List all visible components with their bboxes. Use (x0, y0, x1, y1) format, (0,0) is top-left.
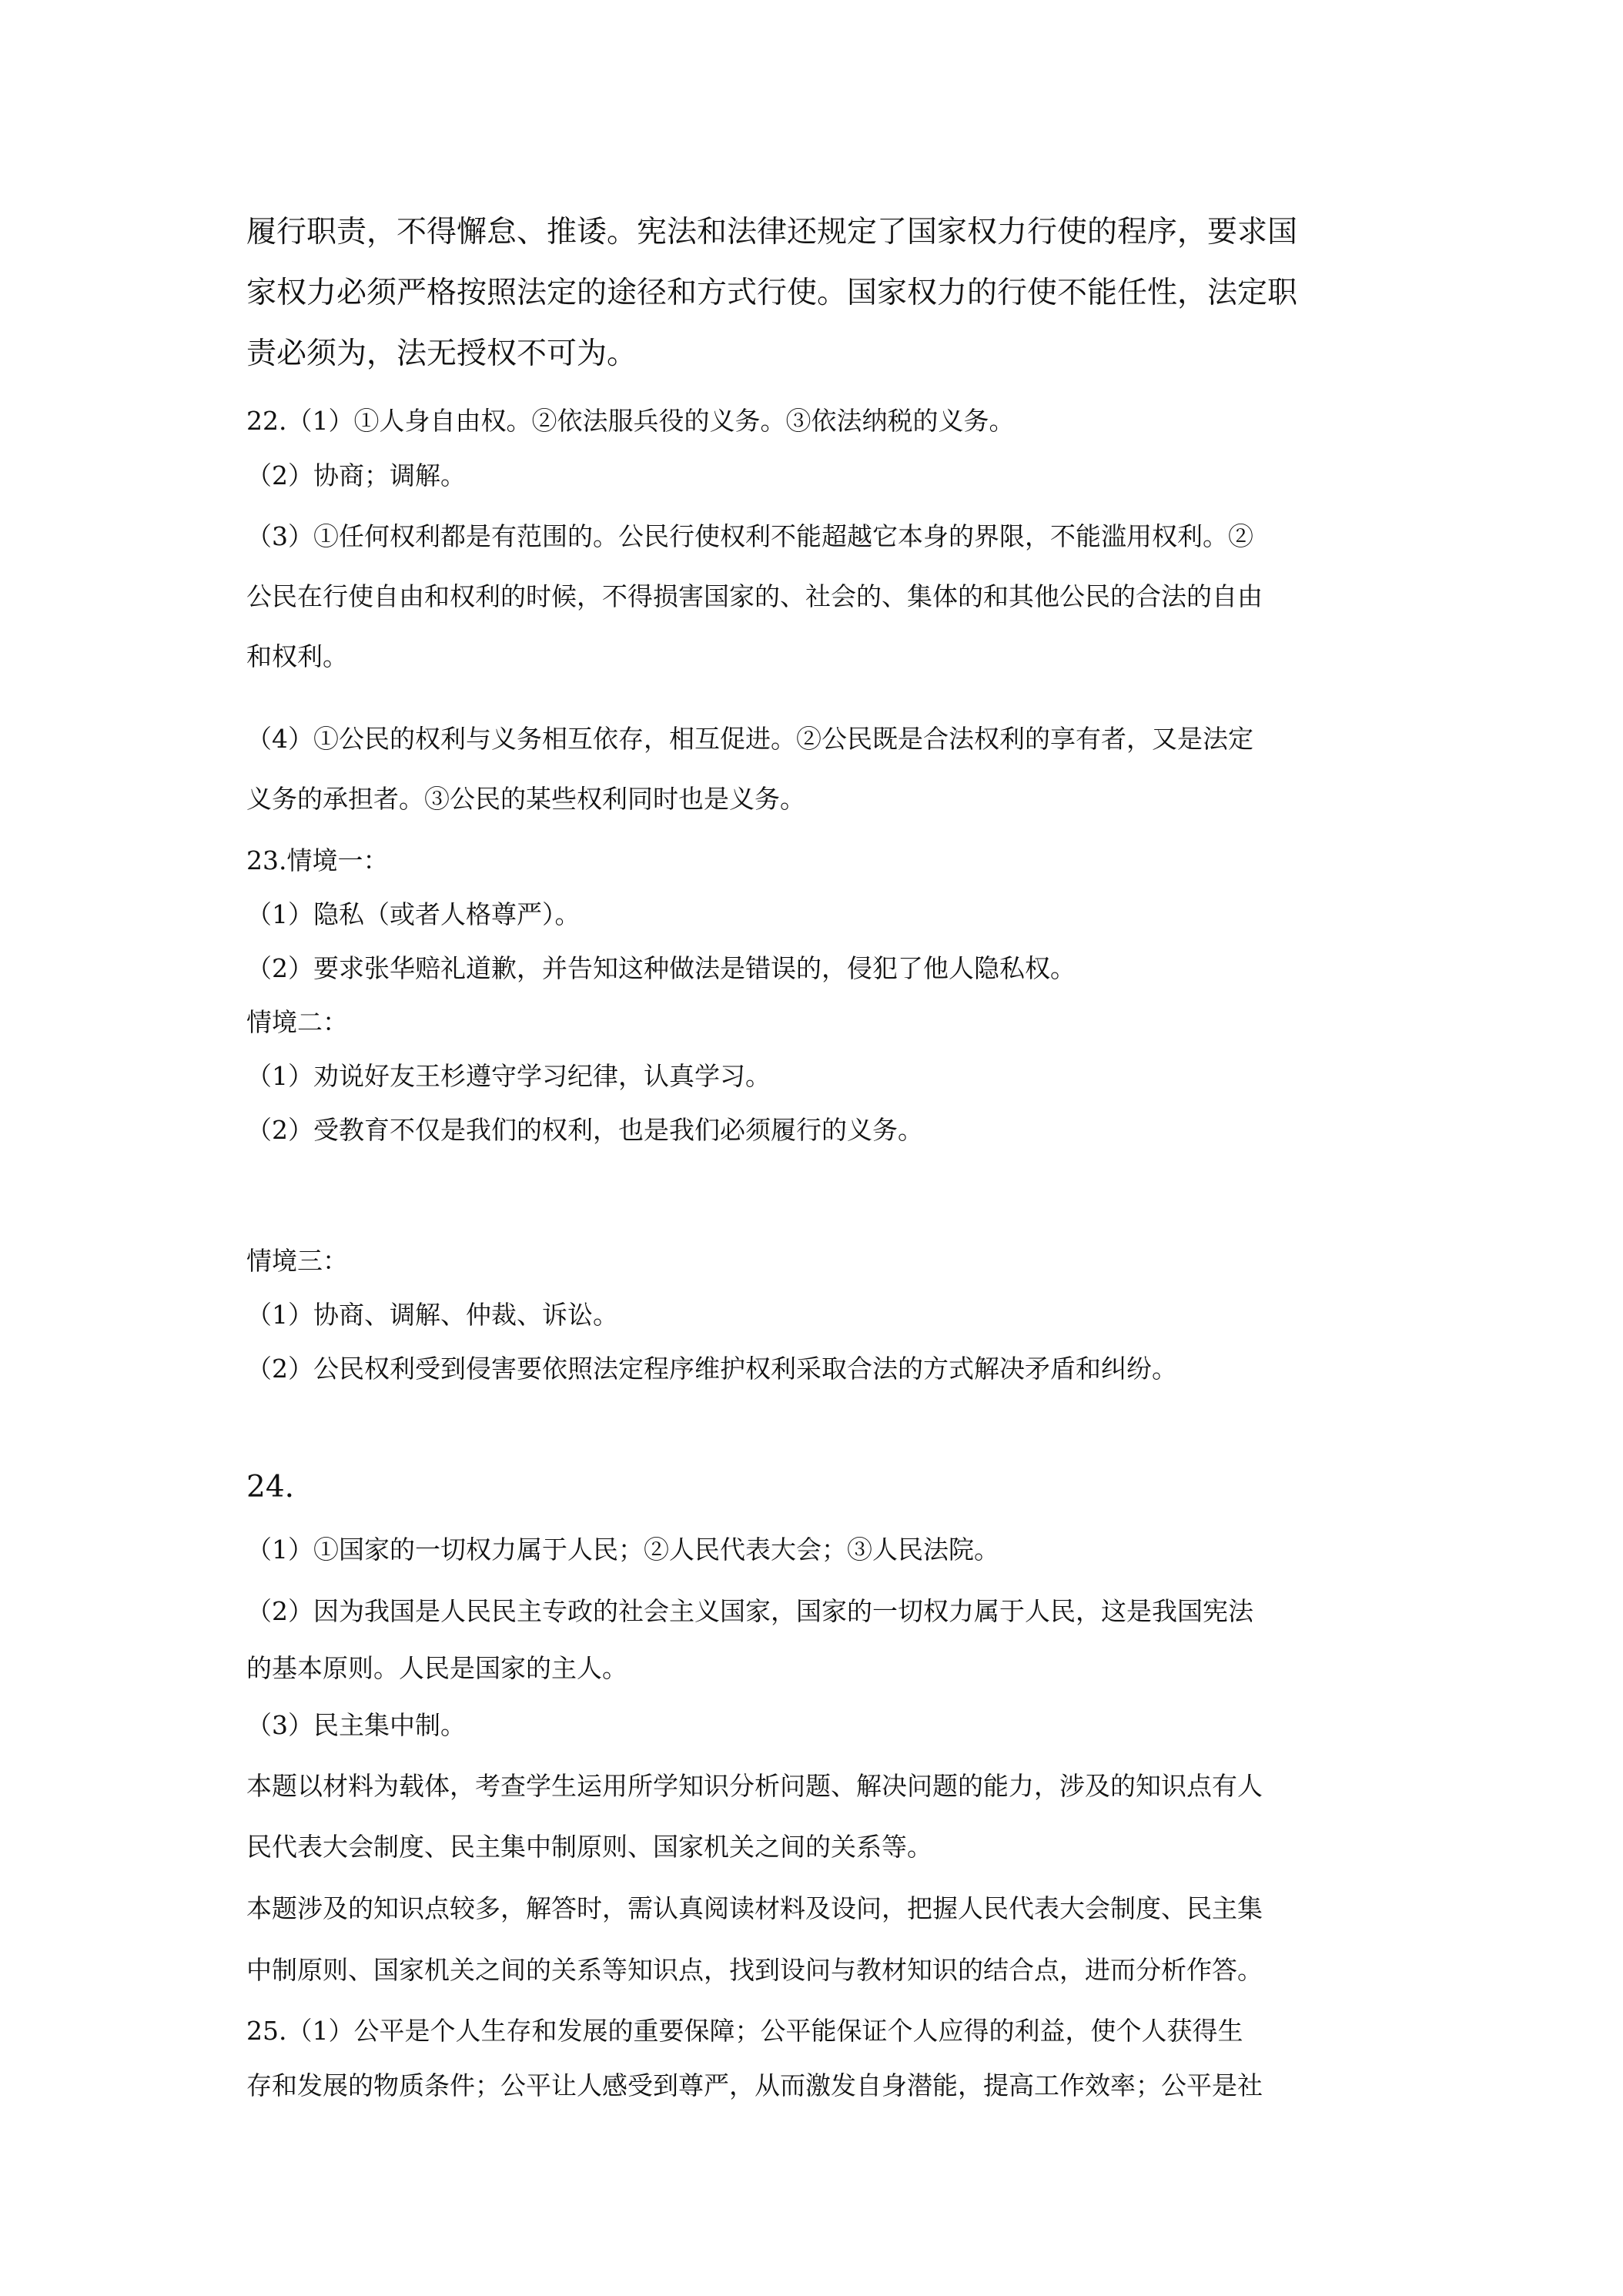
text-line: （1）①国家的一切权力属于人民；②人民代表大会；③人民法院。 (246, 1535, 999, 1565)
text-line: （2）要求张华赔礼道歉，并告知这种做法是错误的，侵犯了他人隐私权。 (246, 953, 1076, 983)
answer-25-part-1: 25.（1）公平是个人生存和发展的重要保障；公平能保证个人应得的利益，使个人获得生 (246, 2016, 1243, 2046)
text-line: 履行职责，不得懈怠、推诿。宪法和法律还规定了国家权力行使的程序，要求国 (246, 215, 1298, 249)
text-line: 责必须为，法无授权不可为。 (246, 336, 637, 371)
text-line: （1）隐私（或者人格尊严）。 (246, 899, 581, 929)
commentary-line: 本题涉及的知识点较多，解答时，需认真阅读材料及设问，把握人民代表大会制度、民主集 (246, 1893, 1263, 1923)
text-line: 的基本原则。人民是国家的主人。 (246, 1653, 627, 1683)
scenario-two-heading: 情境二： (246, 1007, 348, 1037)
text-line: 家权力必须严格按照法定的途径和方式行使。国家权力的行使不能任性，法定职 (246, 276, 1298, 310)
text-line: 义务的承担者。③公民的某些权利同时也是义务。 (246, 784, 805, 814)
text-line: （2）因为我国是人民民主专政的社会主义国家，国家的一切权力属于人民，这是我国宪法 (246, 1596, 1253, 1626)
answer-22-part-4: （4）①公民的权利与义务相互依存，相互促进。②公民既是合法权利的享有者，又是法定 (246, 724, 1253, 754)
text-line: 和权利。 (246, 641, 348, 671)
analysis-line: 本题以材料为载体，考查学生运用所学知识分析问题、解决问题的能力，涉及的知识点有人 (246, 1771, 1263, 1801)
text-line: （3）民主集中制。 (246, 1710, 466, 1740)
text-line: （2）公民权利受到侵害要依照法定程序维护权利采取合法的方式解决矛盾和纠纷。 (246, 1354, 1177, 1384)
text-line: 公民在行使自由和权利的时候，不得损害国家的、社会的、集体的和其他公民的合法的自由 (246, 581, 1263, 611)
analysis-line: 民代表大会制度、民主集中制原则、国家机关之间的关系等。 (246, 1832, 932, 1862)
answer-23-heading: 23.情境一： (246, 845, 389, 875)
answer-22-part-1: 22.（1）①人身自由权。②依法服兵役的义务。③依法纳税的义务。 (246, 406, 1015, 436)
answer-22-part-2: （2）协商；调解。 (246, 460, 466, 490)
text-line: （1）协商、调解、仲裁、诉讼。 (246, 1300, 618, 1330)
text-line: 存和发展的物质条件；公平让人感受到尊严，从而激发自身潜能，提高工作效率；公平是社 (246, 2070, 1263, 2100)
commentary-line: 中制原则、国家机关之间的关系等知识点，找到设问与教材知识的结合点，进而分析作答。 (246, 1955, 1263, 1985)
scenario-three-heading: 情境三： (246, 1246, 348, 1276)
text-line: （1）劝说好友王杉遵守学习纪律，认真学习。 (246, 1061, 771, 1091)
answer-22-part-3: （3）①任何权利都是有范围的。公民行使权利不能超越它本身的界限，不能滥用权利。② (246, 521, 1253, 551)
text-line: （2）受教育不仅是我们的权利，也是我们必须履行的义务。 (246, 1115, 923, 1145)
answer-24-heading: 24. (246, 1470, 295, 1504)
